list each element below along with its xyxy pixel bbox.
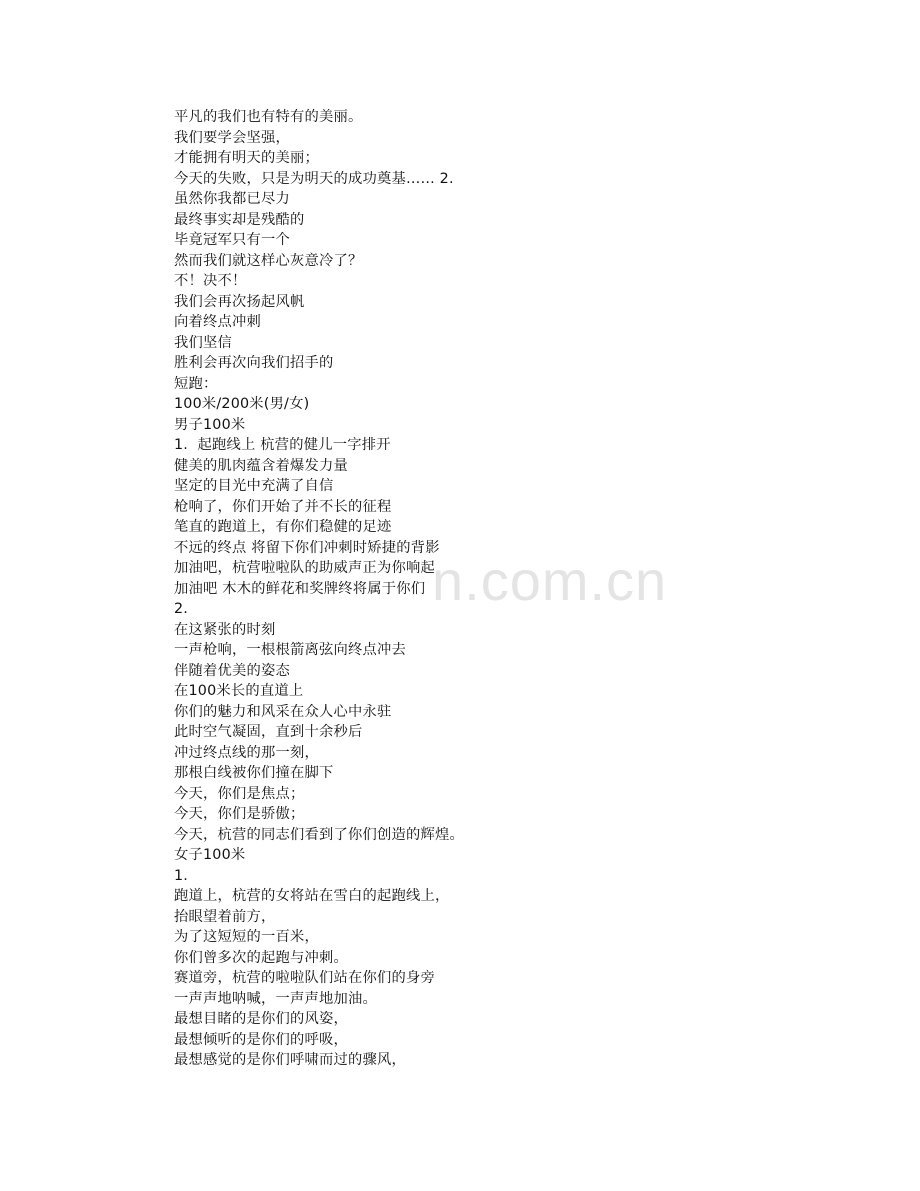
- text-line: 在100米长的直道上: [174, 683, 304, 699]
- text-line: 此时空气凝固，直到十余秒后: [174, 724, 363, 740]
- text-line: 我们坚信: [174, 334, 232, 351]
- text-line: 抬眼望着前方，: [174, 908, 276, 925]
- text-line: 100米/200米(男/女): [174, 396, 310, 412]
- text-line: 一声枪响，一根根箭离弦向终点冲去: [174, 642, 406, 658]
- text-line: 毕竟冠军只有一个: [174, 232, 290, 248]
- text-line: 1.: [174, 867, 189, 884]
- text-line: 我们会再次扬起风帆: [174, 293, 305, 310]
- text-line: 坚定的目光中充满了自信: [174, 478, 334, 494]
- text-line: 胜利会再次向我们招手的: [174, 355, 334, 371]
- text-line: 最想目睹的是你们的风姿，: [174, 1011, 348, 1027]
- text-line: 加油吧，杭营啦啦队的助威声正为你响起: [174, 560, 435, 576]
- text-line: 那根白线被你们撞在脚下: [174, 765, 334, 781]
- text-line: 在这紧张的时刻: [174, 621, 276, 638]
- text-line: 2.: [174, 601, 189, 617]
- text-line: 跑道上，杭营的女将站在雪白的起跑线上，: [174, 888, 450, 904]
- document-body: [174, 107, 734, 1071]
- text-line: 为了这短短的一百米，: [174, 929, 319, 945]
- text-line: 不远的终点 将留下你们冲刺时矫捷的背影: [174, 539, 440, 556]
- text-line: 最终事实却是残酷的: [174, 211, 305, 228]
- text-line: 今天，杭营的同志们看到了你们创造的辉煌。: [174, 826, 464, 843]
- text-line: 你们的魅力和风采在众人心中永驻: [174, 703, 392, 720]
- text-line: 枪响了，你们开始了并不长的征程: [174, 498, 392, 515]
- text-line: 冲过终点线的那一刻，: [174, 744, 319, 761]
- text-line: 1. 起跑线上 杭营的健儿一字排开: [174, 437, 391, 453]
- text-line: 笔直的跑道上，有你们稳健的足迹: [174, 519, 392, 535]
- text-line: 今天，你们是骄傲；: [174, 806, 305, 822]
- text-line: 最想感觉的是你们呼啸而过的骤风，: [174, 1052, 406, 1068]
- text-line: 健美的肌肉蕴含着爆发力量: [174, 457, 348, 474]
- text-line: 女子100米: [174, 847, 246, 863]
- text-line: 虽然你我都已尽力: [174, 191, 290, 207]
- text-line: 加油吧 木木的鲜花和奖牌终将属于你们: [174, 580, 426, 597]
- text-line: 一声声地呐喊，一声声地加油。: [174, 990, 377, 1007]
- text-line: 不！决不！: [174, 273, 247, 289]
- text-line: 向着终点冲刺: [174, 314, 261, 330]
- text-line: 赛道旁，杭营的啦啦队们站在你们的身旁: [174, 970, 435, 986]
- text-line: 伴随着优美的姿态: [174, 662, 290, 679]
- text-line: 男子100米: [174, 416, 246, 433]
- text-line: 然而我们就这样心灰意冷了？: [174, 252, 363, 269]
- text-line: 今天，你们是焦点；: [174, 785, 305, 802]
- text-line: 平凡的我们也有特有的美丽。: [174, 109, 363, 125]
- text-line: 短跑：: [174, 375, 218, 392]
- text-line: 今天的失败，只是为明天的成功奠基…… 2.: [174, 170, 454, 187]
- text-line: 你们曾多次的起跑与冲刺。: [174, 949, 348, 966]
- watermark-text: n.com.cn: [432, 549, 668, 612]
- text-line: 最想倾听的是你们的呼吸，: [174, 1031, 348, 1048]
- text-line: 才能拥有明天的美丽；: [174, 150, 319, 166]
- text-line: 我们要学会坚强，: [174, 129, 290, 146]
